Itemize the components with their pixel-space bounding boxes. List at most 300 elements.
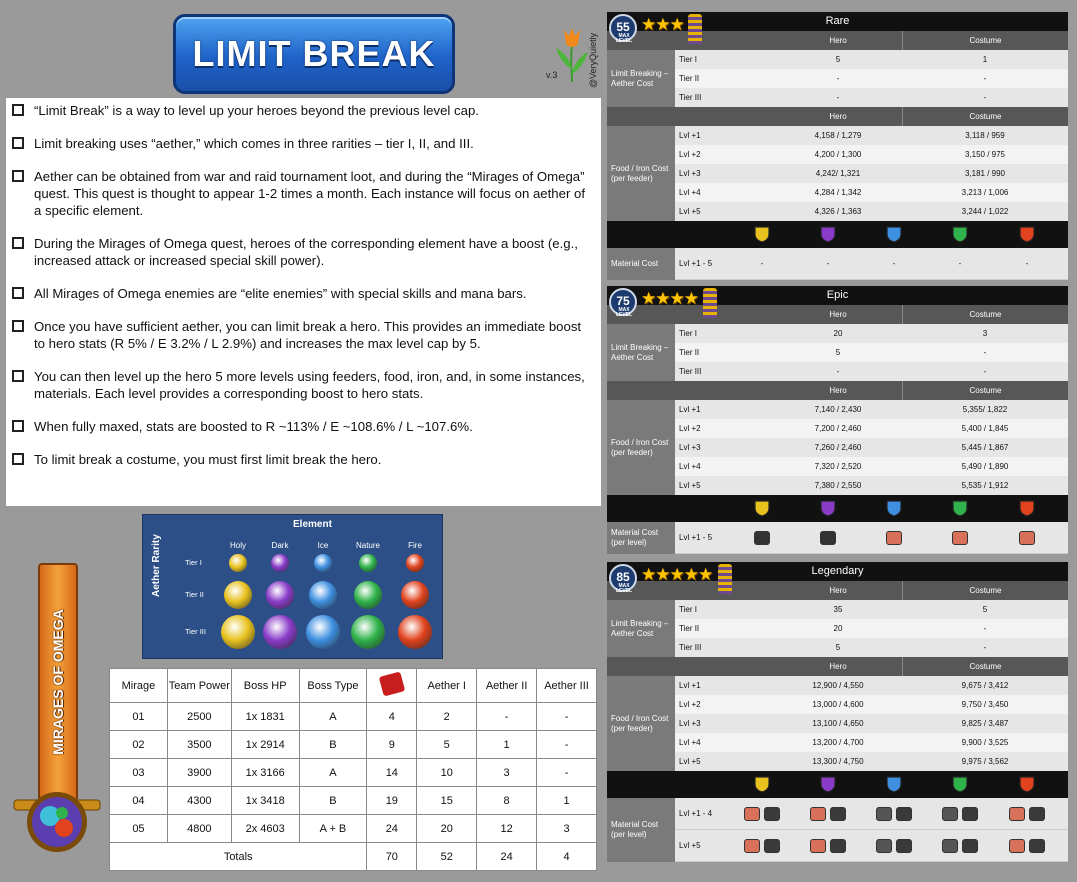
tier-label: Tier I	[679, 329, 697, 338]
table-row	[110, 703, 597, 731]
book-material-icon	[1009, 807, 1025, 821]
hero-value: 20	[833, 624, 843, 633]
aether-rarity-label: Aether Rarity	[151, 534, 162, 597]
version-label: v.3	[546, 70, 558, 80]
checkbox-icon	[12, 320, 24, 332]
table-cell: 5	[417, 731, 477, 759]
totals-cell: 70	[367, 843, 417, 871]
element-column-label: Dark	[271, 541, 289, 550]
hero-value: 20	[833, 329, 843, 338]
ice-element-icon	[885, 775, 903, 793]
boot-material-icon	[764, 807, 780, 821]
table-cell: 24	[367, 815, 417, 843]
holy-element-icon	[753, 225, 771, 243]
nature-aether-icon	[359, 554, 377, 572]
logo	[546, 24, 604, 90]
material-row	[607, 798, 1068, 830]
food-row	[607, 733, 1068, 752]
checkbox-icon	[12, 237, 24, 249]
table-row	[110, 759, 597, 787]
claw-material-icon	[1029, 807, 1045, 821]
table-cell: 10	[417, 759, 477, 787]
element-column-label: Nature	[355, 541, 380, 550]
banner-title: LIMIT BREAK	[192, 33, 436, 74]
element-column-label: Ice	[317, 541, 329, 550]
nature-element-icon	[951, 225, 969, 243]
totals-cell: 52	[417, 843, 477, 871]
max-level-badge	[609, 564, 637, 592]
costume-value: -	[983, 93, 987, 102]
costume-value: 9,675 / 3,412	[961, 681, 1009, 690]
bullet-text: You can then level up the hero 5 more levels using feeders, food, iron, and, in some instances, materials. Each level provides a corresponding boost to hero stats.	[34, 369, 585, 401]
costume-header: Costume	[902, 305, 1068, 324]
star-rating: ★★★★	[641, 289, 698, 308]
battle-flag-icon	[379, 671, 405, 696]
costume-value: 9,750 / 3,450	[961, 700, 1009, 709]
column-header-row	[607, 657, 1068, 676]
costume-value: 9,825 / 3,487	[961, 719, 1009, 728]
panel-title: Legendary	[607, 562, 1068, 581]
level-label: Lvl +5	[679, 207, 701, 216]
limit-tower-icon	[688, 14, 702, 44]
costume-value: -	[983, 643, 987, 652]
header-label: Aether I	[427, 679, 466, 692]
claw-material-icon	[896, 839, 912, 853]
table-cell: 15	[417, 787, 477, 815]
table-cell: 4	[367, 703, 417, 731]
bullet-text: Aether can be obtained from war and raid tournament loot, and during the “Mirages of Omega” quest. This quest is thought to appear 1-2 times a month. Each instance will focus on aether of a specific element.	[34, 169, 586, 218]
star-rating: ★★★★★	[641, 565, 713, 584]
level-label: Lvl +4	[679, 738, 701, 747]
header-label: Aether III	[544, 679, 589, 692]
hero-value: -	[836, 367, 840, 376]
hero-value: 4,200 / 1,300	[814, 150, 862, 159]
nature-aether-icon	[354, 581, 382, 609]
table-cell: B	[299, 787, 367, 815]
mirages-of-omega-banner	[38, 563, 78, 801]
table-header-cell	[110, 669, 168, 703]
tier-label: Tier II	[679, 624, 700, 633]
totals-label: Totals	[110, 843, 367, 871]
aether-row	[607, 88, 1068, 107]
bullet-item	[12, 368, 595, 402]
hero-value: 4,326 / 1,363	[814, 207, 862, 216]
level-label: Lvl +1	[679, 405, 701, 414]
element-icon-row	[607, 495, 1068, 522]
panel-title: Rare	[607, 12, 1068, 31]
food-row	[607, 183, 1068, 202]
checkbox-icon	[12, 137, 24, 149]
max-level-number: 75	[616, 294, 630, 308]
hero-header: Hero	[829, 386, 847, 395]
book-material-icon	[886, 531, 902, 545]
table-cell: 1	[477, 731, 537, 759]
tier-row-label: Tier II	[185, 590, 204, 599]
material-cost-label: Material Cost (per level)	[607, 798, 675, 862]
costume-value: 5,400 / 1,845	[961, 424, 1009, 433]
material-value: -	[826, 259, 830, 268]
header-label: Mirage	[121, 679, 156, 692]
checkbox-icon	[12, 287, 24, 299]
aether-row	[607, 600, 1068, 619]
material-cost-label: Material Cost (per level)	[607, 522, 675, 554]
dark-element-icon	[819, 499, 837, 517]
costume-value: -	[983, 367, 987, 376]
aether-row	[607, 324, 1068, 343]
hero-value: 4,284 / 1,342	[814, 188, 862, 197]
aether-row	[607, 362, 1068, 381]
header-label: Boss Type	[307, 679, 359, 692]
boot-material-icon	[754, 531, 770, 545]
limit-tower-icon	[718, 564, 732, 594]
food-row	[607, 476, 1068, 495]
costume-value: 3,244 / 1,022	[961, 207, 1009, 216]
table-cell: A	[299, 759, 367, 787]
table-cell: 14	[367, 759, 417, 787]
table-row	[110, 787, 597, 815]
table-header-row	[110, 669, 597, 703]
claw-material-icon	[896, 807, 912, 821]
food-row	[607, 438, 1068, 457]
level-label: Lvl +4	[679, 462, 701, 471]
table-row	[110, 731, 597, 759]
level-label: Lvl +2	[679, 424, 701, 433]
table-cell: 1	[537, 787, 597, 815]
table-cell: 1x 2914	[231, 731, 299, 759]
fire-aether-icon	[398, 615, 432, 649]
table-cell: 2500	[167, 703, 231, 731]
hero-value: 5	[835, 55, 841, 64]
potion-icon	[12, 780, 102, 856]
bullet-text: To limit break a costume, you must first limit break the hero.	[34, 452, 382, 467]
costume-value: 5,445 / 1,867	[961, 443, 1009, 452]
hero-value: 4,242/ 1,321	[815, 169, 861, 178]
hero-value: 13,200 / 4,700	[812, 738, 864, 747]
costume-header: Costume	[902, 107, 1068, 126]
table-cell: B	[299, 731, 367, 759]
panel-title: Epic	[607, 286, 1068, 305]
aether-row	[607, 619, 1068, 638]
helmet-material-icon	[876, 807, 892, 821]
costume-value: 3,150 / 975	[964, 150, 1006, 159]
fire-element-icon	[1018, 225, 1036, 243]
checkbox-icon	[12, 170, 24, 182]
food-row	[607, 164, 1068, 183]
table-cell: 4300	[167, 787, 231, 815]
table-cell: A	[299, 703, 367, 731]
level-label: Lvl +1	[679, 681, 701, 690]
hero-value: 7,140 / 2,430	[814, 405, 862, 414]
hero-header: Hero	[829, 36, 847, 45]
holy-aether-icon	[221, 615, 255, 649]
holy-element-icon	[753, 775, 771, 793]
ice-element-icon	[885, 499, 903, 517]
level-label: Lvl +3	[679, 719, 701, 728]
costume-value: 5,535 / 1,912	[961, 481, 1009, 490]
checkbox-icon	[12, 370, 24, 382]
header-label: Aether II	[485, 679, 528, 692]
table-header-cell	[477, 669, 537, 703]
dark-element-icon	[819, 775, 837, 793]
tulip-icon	[552, 24, 592, 84]
table-header-cell	[417, 669, 477, 703]
nature-element-icon	[951, 775, 969, 793]
limit-break-banner	[173, 14, 455, 94]
material-row	[607, 522, 1068, 554]
costume-value: 1	[982, 55, 988, 64]
hero-value: 5	[835, 348, 841, 357]
hero-value: 7,320 / 2,520	[814, 462, 862, 471]
max-level-label: MAX LEVEL	[615, 583, 633, 594]
hero-value: 5	[835, 643, 841, 652]
dark-aether-icon	[266, 581, 294, 609]
food-row	[607, 145, 1068, 164]
tier-label: Tier III	[679, 643, 702, 652]
level-label: Lvl +1 - 4	[679, 809, 713, 818]
costume-value: 3	[982, 329, 988, 338]
hero-value: 4,158 / 1,279	[814, 131, 862, 140]
ice-element-icon	[885, 225, 903, 243]
table-cell: 8	[477, 787, 537, 815]
hero-value: 13,100 / 4,650	[812, 719, 864, 728]
table-cell: -	[537, 703, 597, 731]
table-cell: A + B	[299, 815, 367, 843]
bullet-item	[12, 102, 595, 119]
helmet-material-icon	[876, 839, 892, 853]
food-row	[607, 695, 1068, 714]
food-cost-label: Food / Iron Cost (per feeder)	[607, 400, 675, 495]
food-row	[607, 752, 1068, 771]
hero-header: Hero	[829, 112, 847, 121]
boot-material-icon	[764, 839, 780, 853]
table-cell: 3	[477, 759, 537, 787]
material-value: -	[892, 259, 896, 268]
element-title: Element	[293, 519, 332, 530]
ice-aether-icon	[306, 615, 340, 649]
level-label: Lvl +3	[679, 169, 701, 178]
max-level-badge	[609, 14, 637, 42]
table-cell: -	[477, 703, 537, 731]
food-row	[607, 400, 1068, 419]
hero-header: Hero	[829, 310, 847, 319]
costume-value: 9,975 / 3,562	[961, 757, 1009, 766]
table-header-cell	[367, 669, 417, 703]
bullet-item	[12, 418, 595, 435]
table-cell: 1x 3418	[231, 787, 299, 815]
level-label: Lvl +2	[679, 150, 701, 159]
level-label: Lvl +1 - 5	[679, 533, 713, 542]
level-label: Lvl +2	[679, 700, 701, 709]
max-level-label: MAX LEVEL	[615, 307, 633, 318]
aether-cost-label: Limit Breaking – Aether Cost	[607, 600, 675, 657]
element-icon-row	[607, 771, 1068, 798]
aether-row	[607, 69, 1068, 88]
costume-value: 5,355/ 1,822	[962, 405, 1008, 414]
boot-material-icon	[820, 531, 836, 545]
author-label: @VeryQuietly	[588, 32, 598, 88]
hero-header: Hero	[829, 586, 847, 595]
food-row	[607, 457, 1068, 476]
table-cell: 12	[477, 815, 537, 843]
hero-value: -	[836, 74, 840, 83]
boot-material-icon	[962, 807, 978, 821]
costume-value: 5	[982, 605, 988, 614]
fire-element-icon	[1018, 499, 1036, 517]
material-value: -	[1025, 259, 1029, 268]
max-level-number: 55	[616, 20, 630, 34]
level-label: Lvl +5	[679, 481, 701, 490]
level-label: Lvl +4	[679, 188, 701, 197]
totals-cell: 4	[537, 843, 597, 871]
table-cell: 3900	[167, 759, 231, 787]
ice-aether-icon	[314, 554, 332, 572]
element-icon-row	[607, 221, 1068, 248]
book-material-icon	[744, 839, 760, 853]
dark-aether-icon	[271, 554, 289, 572]
dark-element-icon	[819, 225, 837, 243]
claw-material-icon	[1029, 839, 1045, 853]
table-cell: 3500	[167, 731, 231, 759]
table-cell: 3	[537, 815, 597, 843]
helmet-material-icon	[942, 839, 958, 853]
level-label: Lvl +5	[679, 841, 701, 850]
level-label: Lvl +5	[679, 757, 701, 766]
column-header-row	[607, 381, 1068, 400]
star-rating: ★★★	[641, 15, 684, 34]
totals-row	[110, 843, 597, 871]
costume-header: Costume	[902, 581, 1068, 600]
panel-legendary	[607, 562, 1068, 862]
tier-label: Tier I	[679, 55, 697, 64]
bullet-item	[12, 451, 595, 468]
costume-value: 5,490 / 1,890	[961, 462, 1009, 471]
material-row	[607, 248, 1068, 280]
hero-header: Hero	[829, 662, 847, 671]
tier-label: Tier II	[679, 74, 700, 83]
hero-value: 7,260 / 2,460	[814, 443, 862, 452]
costume-value: -	[983, 624, 987, 633]
table-cell: 01	[110, 703, 168, 731]
boot-material-icon	[830, 807, 846, 821]
book-material-icon	[810, 807, 826, 821]
tier-label: Tier II	[679, 348, 700, 357]
bullet-item	[12, 168, 595, 219]
header-label: Boss HP	[243, 679, 287, 692]
fire-aether-icon	[401, 581, 429, 609]
bullet-item	[12, 318, 595, 352]
costume-value: 9,900 / 3,525	[961, 738, 1009, 747]
food-row	[607, 714, 1068, 733]
tier-label: Tier I	[679, 605, 697, 614]
bullet-text: “Limit Break” is a way to level up your heroes beyond the previous level cap.	[34, 103, 479, 118]
table-cell: 04	[110, 787, 168, 815]
hero-value: 13,000 / 4,600	[812, 700, 864, 709]
table-header-cell	[537, 669, 597, 703]
max-level-label: MAX LEVEL	[615, 33, 633, 44]
header-label: Team Power	[168, 679, 230, 692]
book-material-icon	[810, 839, 826, 853]
aether-row	[607, 638, 1068, 657]
book-material-icon	[1009, 839, 1025, 853]
ice-aether-icon	[309, 581, 337, 609]
hero-value: 12,900 / 4,550	[812, 681, 864, 690]
table-row	[110, 815, 597, 843]
table-cell: 1x 1831	[231, 703, 299, 731]
food-cost-label: Food / Iron Cost (per feeder)	[607, 676, 675, 771]
limit-tower-icon	[703, 288, 717, 318]
table-cell: 02	[110, 731, 168, 759]
book-material-icon	[1019, 531, 1035, 545]
bullet-item	[12, 235, 595, 269]
bullet-item	[12, 285, 595, 302]
table-header-cell	[167, 669, 231, 703]
bullet-list	[6, 98, 601, 506]
book-material-icon	[744, 807, 760, 821]
boot-material-icon	[962, 839, 978, 853]
aether-row	[607, 343, 1068, 362]
tier-row-label: Tier III	[185, 627, 206, 636]
bullet-text: When fully maxed, stats are boosted to R ~113% / E ~108.6% / L ~107.6%.	[34, 419, 473, 434]
level-label: Lvl +1	[679, 131, 701, 140]
hero-value: 7,200 / 2,460	[814, 424, 862, 433]
food-row	[607, 126, 1068, 145]
table-cell: 19	[367, 787, 417, 815]
boot-material-icon	[830, 839, 846, 853]
panel-rare	[607, 12, 1068, 280]
max-level-number: 85	[616, 570, 630, 584]
costume-value: 3,118 / 959	[965, 131, 1005, 140]
bullet-text: During the Mirages of Omega quest, heroes of the corresponding element have a boost (e.g., increased attack or increased special skill power).	[34, 236, 578, 268]
material-cost-label: Material Cost	[607, 248, 675, 280]
holy-aether-icon	[229, 554, 247, 572]
nature-aether-icon	[351, 615, 385, 649]
aether-cost-label: Limit Breaking – Aether Cost	[607, 50, 675, 107]
checkbox-icon	[12, 104, 24, 116]
hero-value: -	[836, 93, 840, 102]
nature-element-icon	[951, 499, 969, 517]
checkbox-icon	[12, 453, 24, 465]
tier-row-label: Tier I	[185, 558, 202, 567]
hero-value: 35	[833, 605, 843, 614]
costume-value: -	[983, 348, 987, 357]
element-column-label: Fire	[408, 541, 422, 550]
table-cell: 4800	[167, 815, 231, 843]
tier-label: Tier III	[679, 367, 702, 376]
table-cell: 1x 3166	[231, 759, 299, 787]
book-material-icon	[952, 531, 968, 545]
panel-epic	[607, 286, 1068, 554]
fire-element-icon	[1018, 775, 1036, 793]
aether-row	[607, 50, 1068, 69]
table-cell: 05	[110, 815, 168, 843]
bullet-item	[12, 135, 595, 152]
costume-value: 3,213 / 1,006	[961, 188, 1009, 197]
food-row	[607, 202, 1068, 221]
helmet-material-icon	[942, 807, 958, 821]
costume-header: Costume	[902, 381, 1068, 400]
totals-cell: 24	[477, 843, 537, 871]
food-row	[607, 419, 1068, 438]
table-header-cell	[231, 669, 299, 703]
costume-header: Costume	[902, 31, 1068, 50]
level-label: Lvl +3	[679, 443, 701, 452]
mirage-banner-text: MIRAGES OF OMEGA	[50, 609, 66, 755]
holy-element-icon	[753, 499, 771, 517]
hero-value: 13,300 / 4,750	[812, 757, 864, 766]
column-header-row	[607, 107, 1068, 126]
material-row	[607, 830, 1068, 862]
table-cell: 20	[417, 815, 477, 843]
